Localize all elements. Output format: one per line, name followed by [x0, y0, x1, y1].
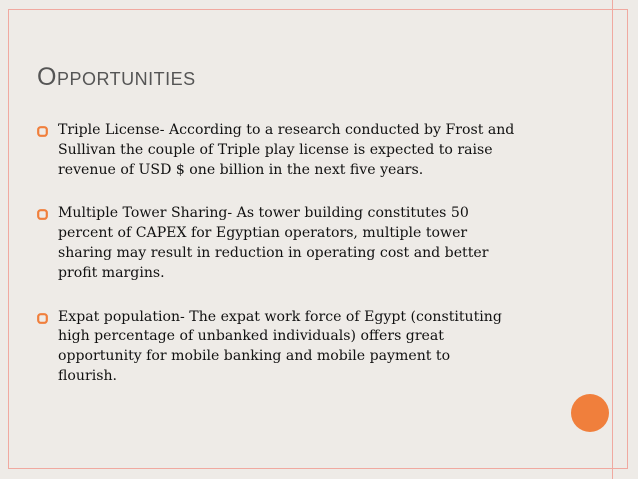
slide-title-first-letter: O	[37, 63, 57, 91]
frame-line-right	[612, 9, 613, 469]
decorative-orange-circle	[571, 394, 609, 432]
slide-title	[37, 63, 196, 92]
slide-title-rest: PPORTUNITIES	[56, 69, 196, 89]
frame-line-top	[612, 0, 613, 9]
bullet-item	[37, 204, 557, 283]
bullet-item	[37, 121, 557, 180]
bullet-text: Expat population- The expat work force of Egypt (constituting high percentage of unbanked individuals) offers great opportunity for mobile banking and mobile payment to flourish.	[58, 308, 502, 384]
bullet-text: Triple License- According to a research conducted by Frost and Sullivan the couple of Triple play license is expected to raise revenue of USD $ one billion in the next five years.	[58, 122, 515, 178]
bullet-list	[37, 121, 557, 411]
hollow-square-bullet-icon	[37, 209, 48, 220]
hollow-square-bullet-icon	[37, 126, 48, 137]
frame-line-bottom	[612, 469, 613, 479]
bullet-item	[37, 308, 557, 387]
bullet-text: Multiple Tower Sharing- As tower building constitutes 50 percent of CAPEX for Egyptian operators, multiple tower sharing may result in reduction in operating cost and better profit margins.	[58, 205, 489, 281]
hollow-square-bullet-icon	[37, 313, 48, 324]
